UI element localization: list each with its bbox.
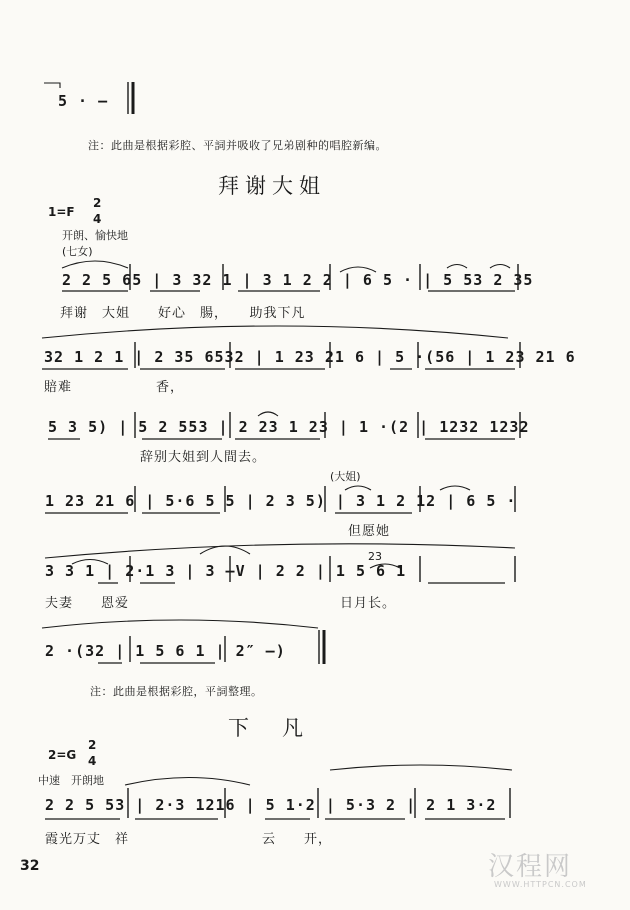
lyrics-row-4: 但愿她 [348,524,391,539]
lyrics-row-1: 拜谢 大姐 好心 腸， 助我下凡 [60,306,306,321]
role-marking: (七女) [62,245,93,258]
meter-top-2: 2 [88,738,97,752]
footnote-2: 注：此曲是根据彩腔，平詞整理。 [90,685,263,698]
key-signature-2: 2=G [48,748,77,762]
music-row-5: 3 3 1 | 2·1 3 | 3 —V | 2 2 | 1 5 6 1 [45,562,407,580]
key-signature-1: 1=F [48,205,75,219]
lyrics-row-5: 夫妻 恩爱 [45,596,130,611]
song-title-2: 下 凡 [228,716,309,740]
meter-bottom-1: 4 [93,212,102,226]
music-row-3: 5 3 5) | 5 2 553 | 2 23 1 23 | 1 ·(2 | 1232 1232 [48,418,530,436]
role-annotation: (大姐) [330,470,361,483]
page-number: 32 [20,858,40,874]
watermark-text: 汉程网 [488,852,573,882]
ending-notes: 5 · — [58,92,109,110]
grace-notes: 23 [368,550,382,563]
tempo-marking-1: 开朗、愉快地 [62,229,128,242]
song-title-1: 拜谢大姐 [218,174,326,198]
meter-bottom-2: 4 [88,754,97,768]
footnote-1: 注：此曲是根据彩腔、平詞并吸收了兄弟剧种的唱腔新编。 [88,139,387,152]
lyrics-row-5b: 日月长。 [340,596,397,611]
music-row-6: 2 ·(32 | 1 5 6 1 | 2″ —) [45,642,286,660]
music-row-2: 32 1 2 1 | 2 35 6532 | 1 23 21 6 | 5 ·(56 | 1 23 21 6 [44,348,576,366]
lyrics-row-2: 賠难 香， [44,380,185,395]
music-row-s2-1: 2 2 5 53 | 2·3 1216 | 5 1·2 | 5·3 2 | 2 1 3·2 [45,796,497,814]
lyrics-row-s2-1b: 云 开， [262,832,333,847]
tempo-marking-2: 中速 开朗地 [38,774,104,787]
meter-top-1: 2 [93,196,102,210]
music-row-1: 2 2 5 65 | 3 32 1 | 3 1 2 2 | 6 5 · | 5 53 2 35 [62,271,534,289]
lyrics-row-s2-1: 霞光万丈 祥 [45,832,130,847]
lyrics-row-3: 辞别大姐到人間去。 [140,450,267,465]
watermark-url: WWW.HTTPCN.COM [494,880,587,889]
music-row-4: 1 23 21 6 | 5·6 5 5 | 2 3 5) | 3 1 2 12 | 6 5 · [45,492,517,510]
